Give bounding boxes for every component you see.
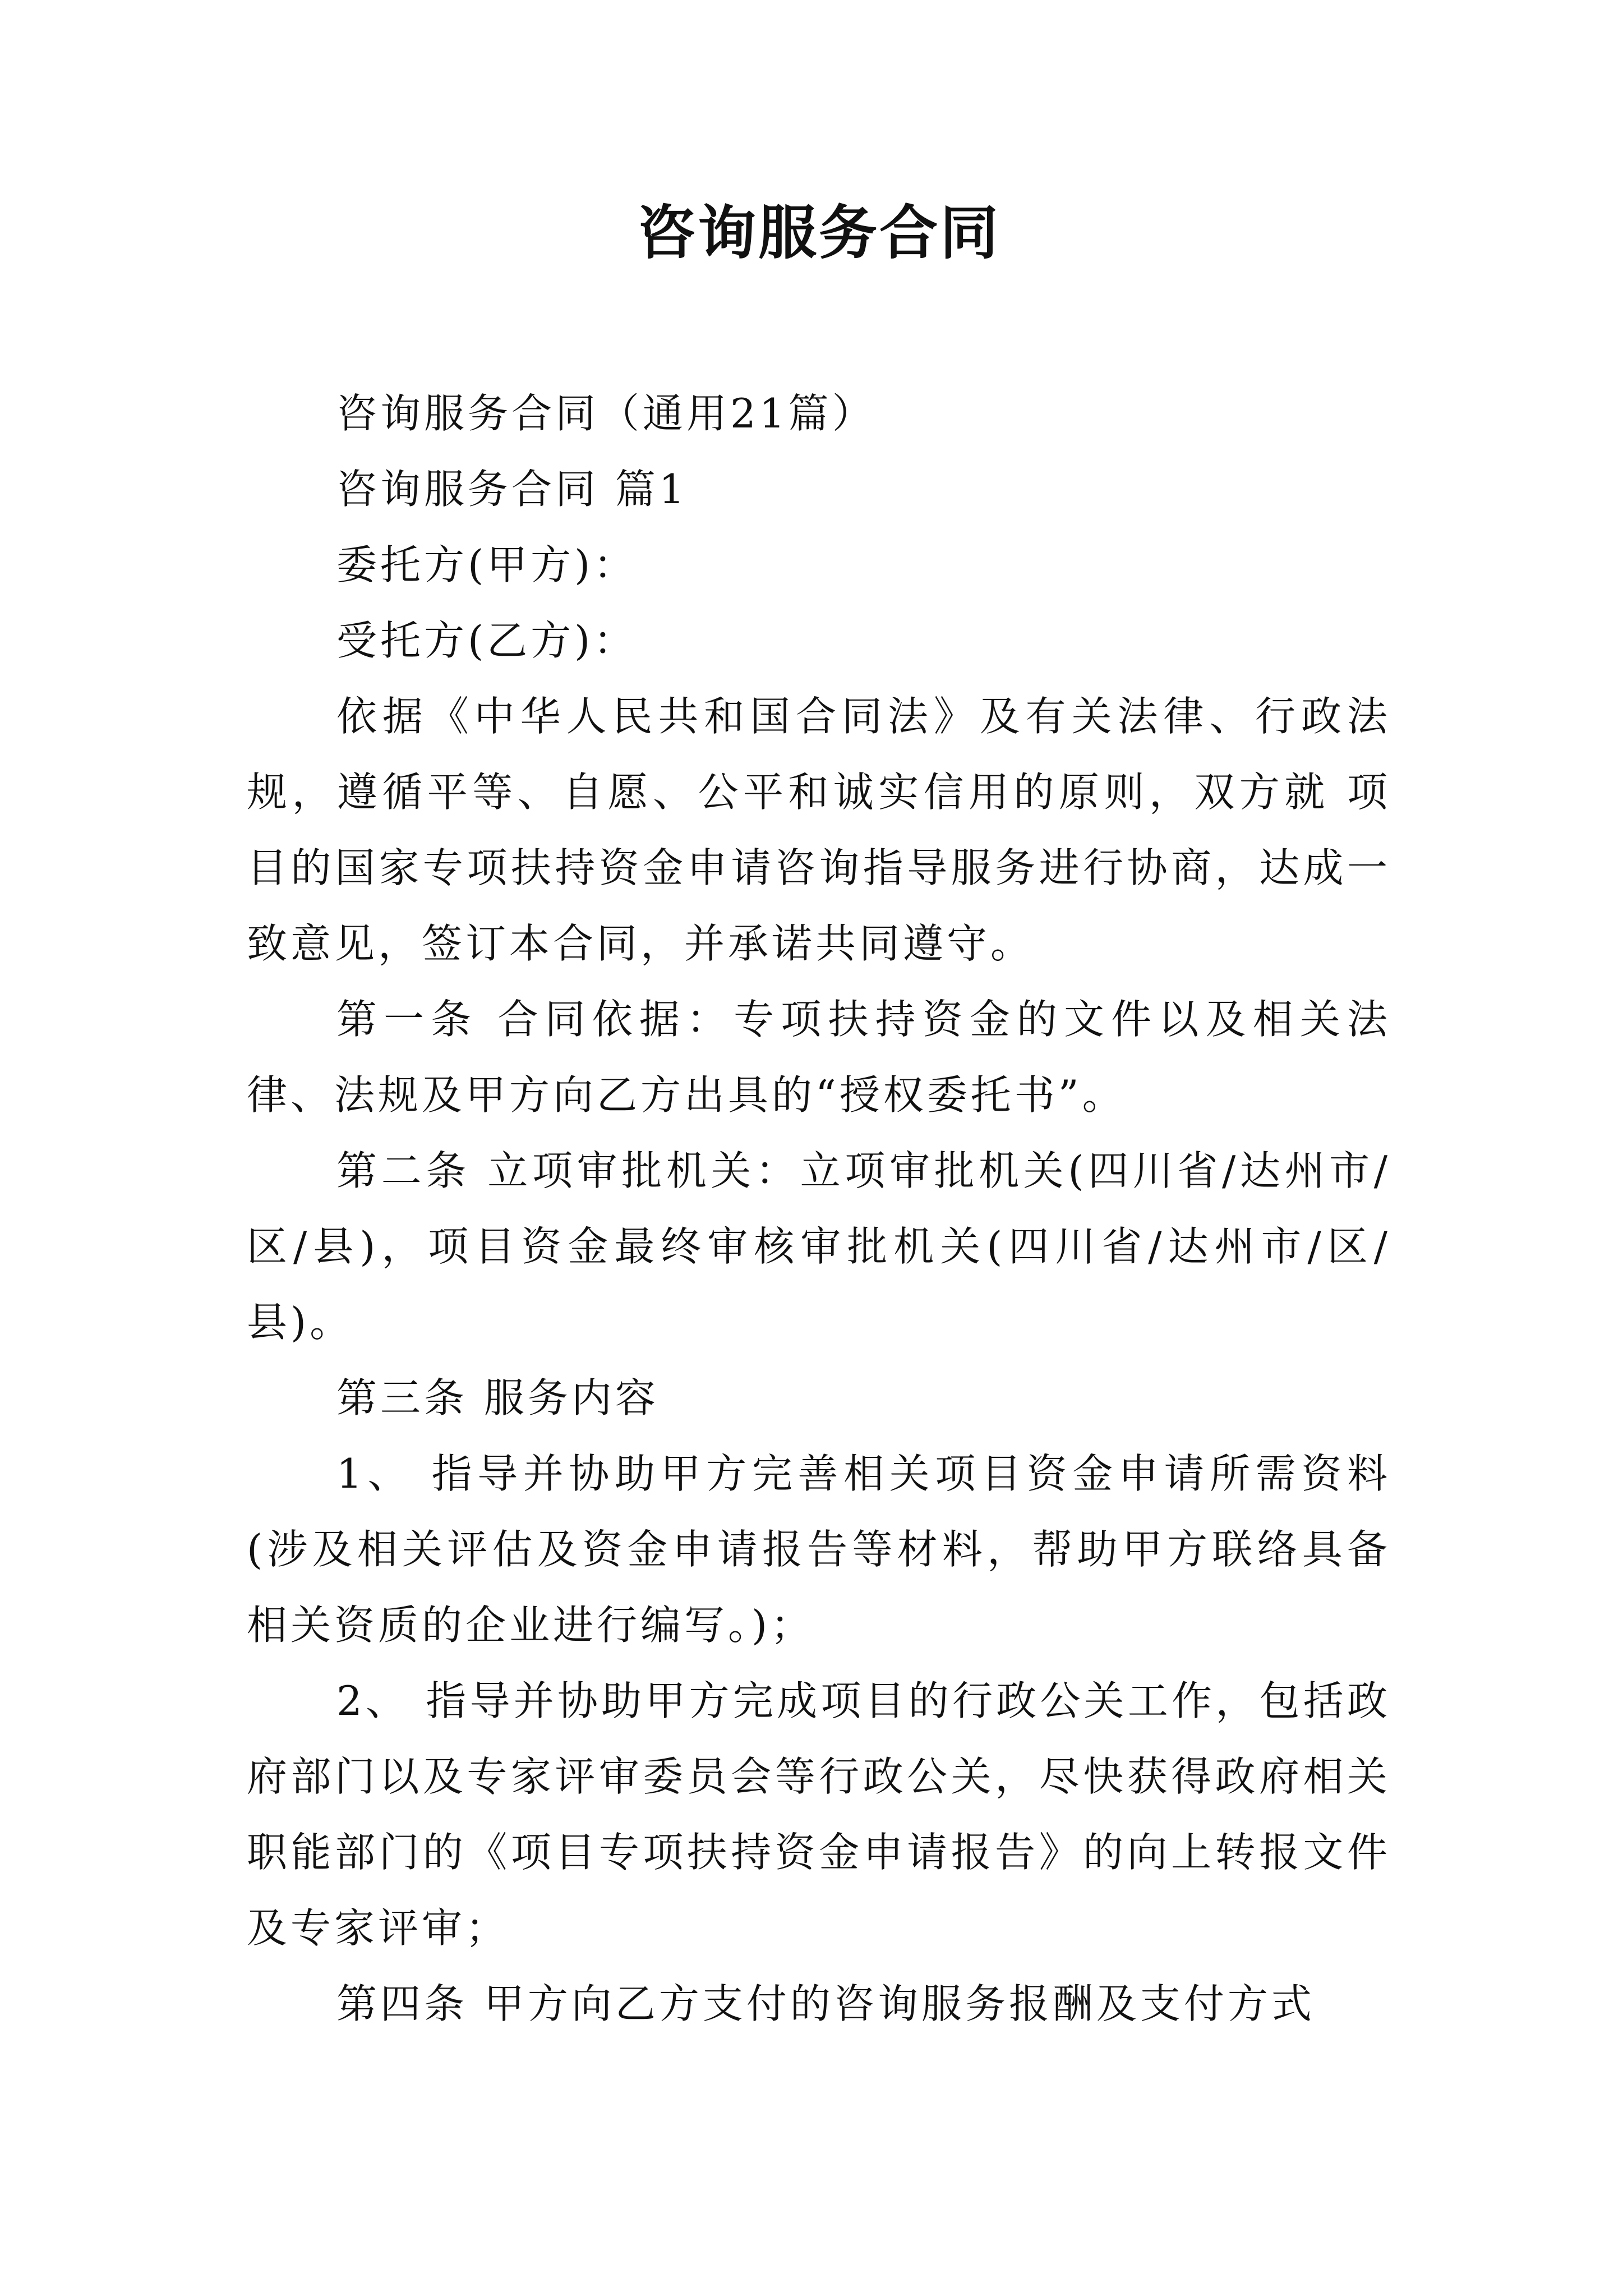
document-page: [247, 0, 1391, 2296]
paragraph-article-2: 第二条 立项审批机关：立项审批机关(四川省/达州市/区/县)，项目资金最终审核审批机关(四川省/达州市/区/县)。: [247, 1147, 1391, 1346]
paragraph-article-4: 第四条 甲方向乙方支付的咨询服务报酬及支付方式: [336, 1980, 1315, 2027]
paragraph-preamble: 依据《中华人民共和国合同法》及有关法律、行政法规，遵循平等、自愿、公平和诚实信用的原则，双方就 项目的国家专项扶持资金申请咨询指导服务进行协商，达成一致意见，签订本合同，并承诺共同遵守。: [247, 693, 1391, 967]
document-title: 咨询服务合同: [637, 199, 1000, 267]
paragraph-section-heading: 咨询服务合同 篇1: [336, 466, 688, 513]
paragraph-collection-title: 咨询服务合同（通用21篇）: [336, 390, 876, 437]
paragraph-party-b: 受托方(乙方)：: [336, 617, 638, 664]
document-body: [247, 376, 1391, 2042]
paragraph-party-a: 委托方(甲方)：: [336, 541, 638, 588]
paragraph-item-1: 1、 指导并协助甲方完善相关项目资金申请所需资料(涉及相关评估及资金申请报告等材料，帮助甲方联络具备相关资质的企业进行编写。)；: [247, 1450, 1391, 1649]
paragraph-article-3: 第三条 服务内容: [336, 1374, 659, 1421]
paragraph-item-2: 2、 指导并协助甲方完成项目的行政公关工作，包括政府部门以及专家评审委员会等行政公关，尽快获得政府相关职能部门的《项目专项扶持资金申请报告》的向上转报文件及专家评审；: [247, 1677, 1391, 1952]
paragraph-article-1: 第一条 合同依据：专项扶持资金的文件以及相关法律、法规及甲方向乙方出具的“授权委托书”。: [247, 996, 1391, 1119]
